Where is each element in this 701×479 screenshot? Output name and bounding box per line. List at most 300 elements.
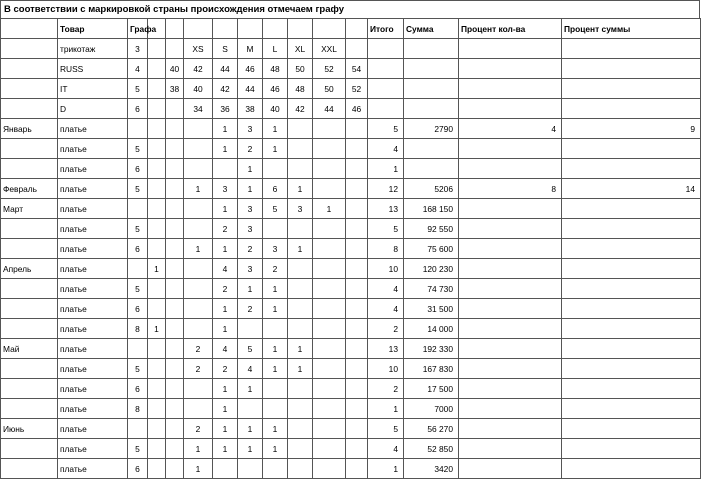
table-cell: 4	[238, 359, 263, 379]
table-cell	[166, 439, 184, 459]
table-cell	[346, 199, 368, 219]
table-cell: 42	[288, 99, 313, 119]
table-cell	[148, 159, 166, 179]
table-cell	[313, 159, 346, 179]
table-cell	[404, 79, 459, 99]
table-cell: 75 600	[404, 239, 459, 259]
table-cell	[313, 439, 346, 459]
table-cell	[288, 159, 313, 179]
table-cell	[313, 399, 346, 419]
table-cell	[562, 339, 701, 359]
table-cell: 3	[288, 199, 313, 219]
table-cell	[459, 259, 562, 279]
table-cell: платье	[58, 259, 128, 279]
table-cell	[313, 379, 346, 399]
table-cell: 5	[128, 139, 148, 159]
header-cell	[263, 19, 288, 39]
table-cell: D	[58, 99, 128, 119]
table-cell	[562, 439, 701, 459]
table-cell: Февраль	[1, 179, 58, 199]
table-cell	[184, 199, 213, 219]
table-cell	[148, 439, 166, 459]
table-cell	[562, 239, 701, 259]
table-cell	[346, 159, 368, 179]
table-cell: 6	[128, 99, 148, 119]
header-cell	[238, 19, 263, 39]
table-cell	[238, 319, 263, 339]
table-cell	[288, 439, 313, 459]
table-cell: 1	[213, 239, 238, 259]
table-cell	[288, 399, 313, 419]
table-cell	[404, 159, 459, 179]
table-cell: 38	[166, 79, 184, 99]
table-cell	[346, 259, 368, 279]
table-cell: 8	[368, 239, 404, 259]
table-row	[1, 439, 701, 459]
table-cell	[313, 119, 346, 139]
table-cell: 52	[313, 59, 346, 79]
table-cell: 54	[346, 59, 368, 79]
table-cell: трикотаж	[58, 39, 128, 59]
header-cell	[213, 19, 238, 39]
table-cell: 50	[288, 59, 313, 79]
table-cell	[404, 59, 459, 79]
table-cell	[313, 139, 346, 159]
table-cell: 10	[368, 359, 404, 379]
header-cell	[313, 19, 346, 39]
table-cell	[166, 179, 184, 199]
table-cell	[562, 219, 701, 239]
table-cell: 1	[238, 179, 263, 199]
table-cell	[148, 419, 166, 439]
table-cell: 1	[288, 179, 313, 199]
table-cell	[288, 379, 313, 399]
table-cell	[346, 359, 368, 379]
table-cell: 44	[238, 79, 263, 99]
table-cell	[346, 239, 368, 259]
table-cell: платье	[58, 299, 128, 319]
table-cell: 4	[128, 59, 148, 79]
table-cell	[148, 59, 166, 79]
header-cell: Сумма	[404, 19, 459, 39]
table-cell: 5206	[404, 179, 459, 199]
table-cell: 5	[128, 79, 148, 99]
table-cell: 12	[368, 179, 404, 199]
table-cell	[184, 399, 213, 419]
table-cell: 5	[128, 439, 148, 459]
table-cell	[263, 459, 288, 479]
table-cell	[184, 299, 213, 319]
table-cell	[148, 219, 166, 239]
table-cell: 2790	[404, 119, 459, 139]
table-cell	[148, 299, 166, 319]
table-cell	[263, 159, 288, 179]
table-cell: 1	[213, 299, 238, 319]
table-row	[1, 239, 701, 259]
table-cell	[313, 299, 346, 319]
table-cell: платье	[58, 119, 128, 139]
table-cell: 120 230	[404, 259, 459, 279]
table-cell: 1	[263, 439, 288, 459]
table-cell	[166, 339, 184, 359]
table-cell: 1	[213, 399, 238, 419]
table-cell	[459, 239, 562, 259]
table-cell: 42	[184, 59, 213, 79]
table-cell: 38	[238, 99, 263, 119]
table-cell: платье	[58, 199, 128, 219]
table-cell	[148, 459, 166, 479]
table-cell: платье	[58, 339, 128, 359]
table-cell	[313, 179, 346, 199]
table-cell	[128, 119, 148, 139]
table-cell	[313, 339, 346, 359]
table-cell	[213, 459, 238, 479]
table-cell: 13	[368, 339, 404, 359]
table-cell: 44	[313, 99, 346, 119]
table-cell	[459, 339, 562, 359]
table-cell	[459, 99, 562, 119]
table-cell: 1	[213, 119, 238, 139]
table-cell	[288, 299, 313, 319]
table-cell: 52	[346, 79, 368, 99]
table-cell	[562, 59, 701, 79]
table-cell	[346, 139, 368, 159]
table-cell	[1, 399, 58, 419]
table-cell	[148, 39, 166, 59]
table-cell	[459, 299, 562, 319]
table-cell	[562, 359, 701, 379]
table-cell	[346, 179, 368, 199]
table-cell: 1	[288, 339, 313, 359]
table-cell	[166, 399, 184, 419]
table-cell	[562, 159, 701, 179]
table-cell: 2	[368, 379, 404, 399]
table-row	[1, 219, 701, 239]
table-cell: 6	[128, 459, 148, 479]
table-cell	[184, 139, 213, 159]
table-cell	[166, 119, 184, 139]
table-cell: 5	[368, 219, 404, 239]
table-cell	[459, 159, 562, 179]
table-cell	[459, 279, 562, 299]
table-cell: 1	[263, 139, 288, 159]
table-cell	[263, 219, 288, 239]
table-cell: 3	[213, 179, 238, 199]
table-cell	[184, 219, 213, 239]
header-cell: Товар	[58, 19, 128, 39]
table-cell	[313, 419, 346, 439]
table-cell	[1, 359, 58, 379]
table-cell: Апрель	[1, 259, 58, 279]
table-cell: 167 830	[404, 359, 459, 379]
table-row	[1, 79, 701, 99]
table-cell: Январь	[1, 119, 58, 139]
table-cell: 50	[313, 79, 346, 99]
table-cell	[313, 459, 346, 479]
table-cell: 36	[213, 99, 238, 119]
table-cell	[459, 219, 562, 239]
table-cell	[148, 139, 166, 159]
table-cell: 1	[184, 439, 213, 459]
table-cell	[1, 39, 58, 59]
table-cell: 1	[148, 319, 166, 339]
table-cell: 5	[128, 279, 148, 299]
table-cell: 1	[184, 239, 213, 259]
table-cell	[562, 459, 701, 479]
table-cell	[1, 79, 58, 99]
table-cell	[346, 119, 368, 139]
table-cell: 2	[263, 259, 288, 279]
table-cell: 2	[213, 359, 238, 379]
table-cell: 1	[368, 459, 404, 479]
header-cell	[288, 19, 313, 39]
table-cell: 1	[213, 199, 238, 219]
header-cell: Процент суммы	[562, 19, 701, 39]
table-cell: 6	[128, 299, 148, 319]
table-cell: XXL	[313, 39, 346, 59]
table-cell: M	[238, 39, 263, 59]
table-cell: 2	[238, 299, 263, 319]
table-cell: Май	[1, 339, 58, 359]
table-cell: 9	[562, 119, 701, 139]
table-cell: 7000	[404, 399, 459, 419]
table-cell: 6	[128, 379, 148, 399]
table-row	[1, 379, 701, 399]
table-cell	[368, 59, 404, 79]
table-cell	[346, 279, 368, 299]
table-cell: 46	[346, 99, 368, 119]
table-cell: XL	[288, 39, 313, 59]
table-cell	[288, 459, 313, 479]
table-cell: платье	[58, 239, 128, 259]
table-cell: 3	[238, 119, 263, 139]
table-cell	[148, 359, 166, 379]
table-cell	[148, 179, 166, 199]
table-cell	[346, 439, 368, 459]
table-cell	[128, 339, 148, 359]
table-cell	[562, 139, 701, 159]
table-cell: 8	[128, 399, 148, 419]
table-cell: 74 730	[404, 279, 459, 299]
table-cell	[148, 79, 166, 99]
table-cell	[1, 59, 58, 79]
table-cell: 1	[238, 419, 263, 439]
table-cell	[459, 359, 562, 379]
table-cell: платье	[58, 419, 128, 439]
table-row	[1, 399, 701, 419]
table-cell: 4	[368, 299, 404, 319]
table-cell	[562, 259, 701, 279]
table-cell	[166, 259, 184, 279]
table-cell	[166, 419, 184, 439]
table-cell	[459, 459, 562, 479]
table-cell: 48	[288, 79, 313, 99]
table-cell: платье	[58, 179, 128, 199]
table-cell	[263, 319, 288, 339]
table-cell: 6	[263, 179, 288, 199]
table-cell: 44	[213, 59, 238, 79]
table-cell: 14	[562, 179, 701, 199]
table-cell: 5	[128, 179, 148, 199]
table-cell: 5	[368, 419, 404, 439]
table-cell: 14 000	[404, 319, 459, 339]
table-cell: 192 330	[404, 339, 459, 359]
table-cell	[368, 39, 404, 59]
table-cell: платье	[58, 379, 128, 399]
table-cell	[459, 399, 562, 419]
table-cell	[263, 399, 288, 419]
table-cell	[459, 79, 562, 99]
table-cell	[313, 359, 346, 379]
table-cell	[166, 199, 184, 219]
table-cell	[184, 279, 213, 299]
table-cell	[184, 119, 213, 139]
table-cell	[313, 279, 346, 299]
table-cell: 1	[238, 279, 263, 299]
table-cell	[562, 199, 701, 219]
table-cell: Март	[1, 199, 58, 219]
table-cell: 1	[313, 199, 346, 219]
table-cell	[1, 279, 58, 299]
data-table	[0, 18, 701, 479]
table-cell	[238, 459, 263, 479]
table-cell: RUSS	[58, 59, 128, 79]
table-cell: 4	[213, 259, 238, 279]
table-cell	[1, 459, 58, 479]
table-cell	[128, 259, 148, 279]
table-cell: 1	[263, 299, 288, 319]
table-cell: 1	[263, 419, 288, 439]
table-cell	[148, 379, 166, 399]
table-cell: 92 550	[404, 219, 459, 239]
table-cell	[1, 159, 58, 179]
table-cell: XS	[184, 39, 213, 59]
table-cell	[562, 419, 701, 439]
table-cell	[368, 79, 404, 99]
table-cell: 4	[459, 119, 562, 139]
header-cell	[346, 19, 368, 39]
table-row	[1, 359, 701, 379]
table-cell	[148, 399, 166, 419]
table-cell: платье	[58, 459, 128, 479]
table-cell	[562, 99, 701, 119]
table-cell: 46	[238, 59, 263, 79]
table-cell	[459, 319, 562, 339]
table-cell	[166, 99, 184, 119]
table-cell: 42	[213, 79, 238, 99]
table-cell	[562, 379, 701, 399]
header-cell: Графа	[128, 19, 148, 39]
table-row	[1, 119, 701, 139]
table-cell: 3	[238, 259, 263, 279]
table-cell: 48	[263, 59, 288, 79]
table-row	[1, 59, 701, 79]
table-cell	[288, 219, 313, 239]
table-cell	[404, 139, 459, 159]
table-cell	[459, 439, 562, 459]
table-cell	[166, 239, 184, 259]
table-cell: платье	[58, 279, 128, 299]
table-cell: 2	[368, 319, 404, 339]
table-row	[1, 139, 701, 159]
table-row	[1, 99, 701, 119]
table-cell: 1	[238, 159, 263, 179]
table-cell: 1	[213, 139, 238, 159]
table-cell	[459, 199, 562, 219]
table-cell	[562, 299, 701, 319]
table-cell	[148, 339, 166, 359]
header-cell	[166, 19, 184, 39]
table-row	[1, 279, 701, 299]
table-cell	[184, 259, 213, 279]
table-cell: 2	[184, 359, 213, 379]
table-cell	[184, 159, 213, 179]
table-cell	[148, 99, 166, 119]
table-cell: 1	[368, 159, 404, 179]
table-cell: 17 500	[404, 379, 459, 399]
table-cell: 2	[238, 139, 263, 159]
table-cell	[263, 379, 288, 399]
table-cell: платье	[58, 439, 128, 459]
table-cell: 10	[368, 259, 404, 279]
table-cell	[128, 419, 148, 439]
table-cell	[562, 399, 701, 419]
table-cell: 4	[368, 279, 404, 299]
table-cell	[166, 379, 184, 399]
table-cell	[313, 319, 346, 339]
header-cell	[184, 19, 213, 39]
table-cell	[288, 419, 313, 439]
table-cell: платье	[58, 399, 128, 419]
table-cell	[313, 259, 346, 279]
table-cell: S	[213, 39, 238, 59]
table-cell	[404, 99, 459, 119]
table-cell	[288, 139, 313, 159]
table-cell: 46	[263, 79, 288, 99]
table-cell: 52 850	[404, 439, 459, 459]
table-cell	[213, 159, 238, 179]
table-cell	[404, 39, 459, 59]
table-cell: 2	[238, 239, 263, 259]
table-cell	[562, 319, 701, 339]
table-cell	[562, 79, 701, 99]
table-cell	[166, 219, 184, 239]
table-cell: 56 270	[404, 419, 459, 439]
table-cell	[346, 319, 368, 339]
table-cell	[313, 219, 346, 239]
table-cell: 8	[459, 179, 562, 199]
table-cell	[148, 279, 166, 299]
table-row	[1, 179, 701, 199]
table-cell	[562, 39, 701, 59]
table-cell	[1, 239, 58, 259]
table-cell	[346, 299, 368, 319]
table-cell	[288, 119, 313, 139]
table-row	[1, 259, 701, 279]
table-cell: 2	[184, 419, 213, 439]
table-cell: 1	[263, 359, 288, 379]
table-cell	[1, 219, 58, 239]
header-cell: Итого	[368, 19, 404, 39]
table-cell	[1, 139, 58, 159]
table-cell: 34	[184, 99, 213, 119]
table-cell	[346, 219, 368, 239]
table-cell	[148, 239, 166, 259]
table-cell: платье	[58, 159, 128, 179]
table-cell: 1	[213, 419, 238, 439]
table-cell: 40	[263, 99, 288, 119]
table-cell	[1, 299, 58, 319]
